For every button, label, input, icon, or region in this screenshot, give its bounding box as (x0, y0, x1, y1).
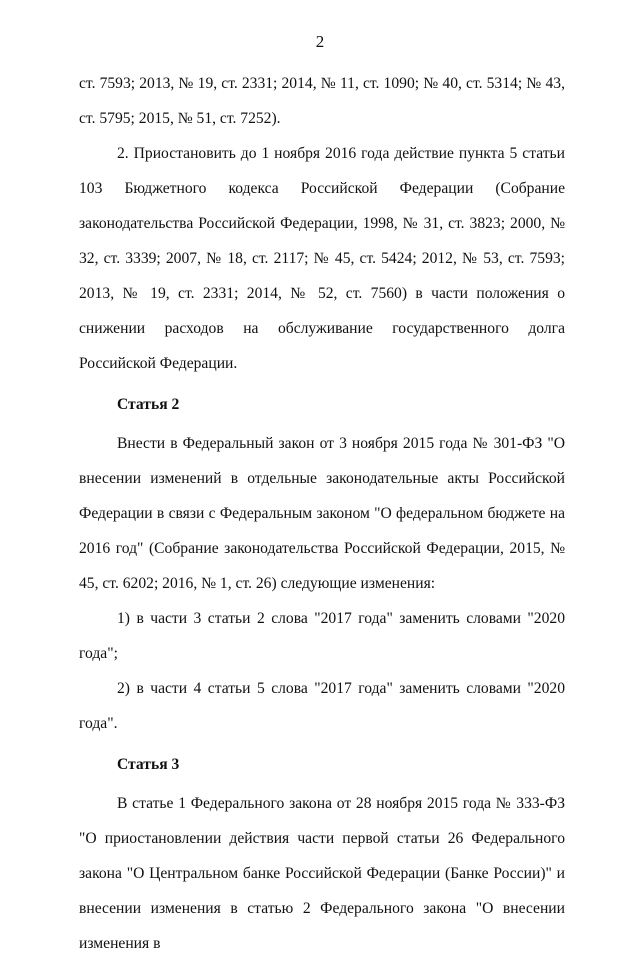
paragraph-continuation: ст. 7593; 2013, № 19, ст. 2331; 2014, № 11, ст. 1090; № 40, ст. 5314; № 43, ст. 5795; 2015, № 51, ст. 7252). (79, 75, 565, 127)
article-2-intro: Внести в Федеральный закон от 3 ноября 2015 года № 301-ФЗ "О внесении изменений в отдельные законодательные акты Российской Федерации в связи с Федеральным законом "О федеральном бюджете на 2016 год" (Собрание законодательства Российской Федерации, 2015, № 45, ст. 6202; 2016, № 1, ст. 26) следующие изменения: (79, 435, 565, 592)
article-2-item-1: 1) в части 3 статьи 2 слова "2017 года" заменить словами "2020 года"; (79, 610, 565, 662)
page-number: 2 (315, 32, 325, 51)
document-body (79, 66, 565, 961)
paragraph-item-2: 2. Приостановить до 1 ноября 2016 года действие пункта 5 статьи 103 Бюджетного кодекса Российской Федерации (Собрание законодательства Российской Федерации, 1998, № 31, ст. 3823; 2000, № 32, ст. 3339; 2007, № 18, ст. 2117; № 45, ст. 5424; 2012, № 53, ст. 7593; 2013, № 19, ст. 2331; 2014, № 52, ст. 7560) в части положения о снижении расходов на обслуживание государственного долга Российской Федерации. (79, 145, 565, 372)
article-2-item-2: 2) в части 4 статьи 5 слова "2017 года" заменить словами "2020 года". (79, 680, 565, 732)
article-3-heading: Статья 3 (117, 756, 180, 773)
article-2-heading: Статья 2 (117, 396, 180, 413)
article-3-text: В статье 1 Федерального закона от 28 ноября 2015 года № 333-ФЗ "О приостановлении действия части первой статьи 26 Федерального закона "О Центральном банке Российской Федерации (Банке России)" и внесении изменения в статью 2 Федерального закона "О внесении изменения в (79, 795, 565, 952)
